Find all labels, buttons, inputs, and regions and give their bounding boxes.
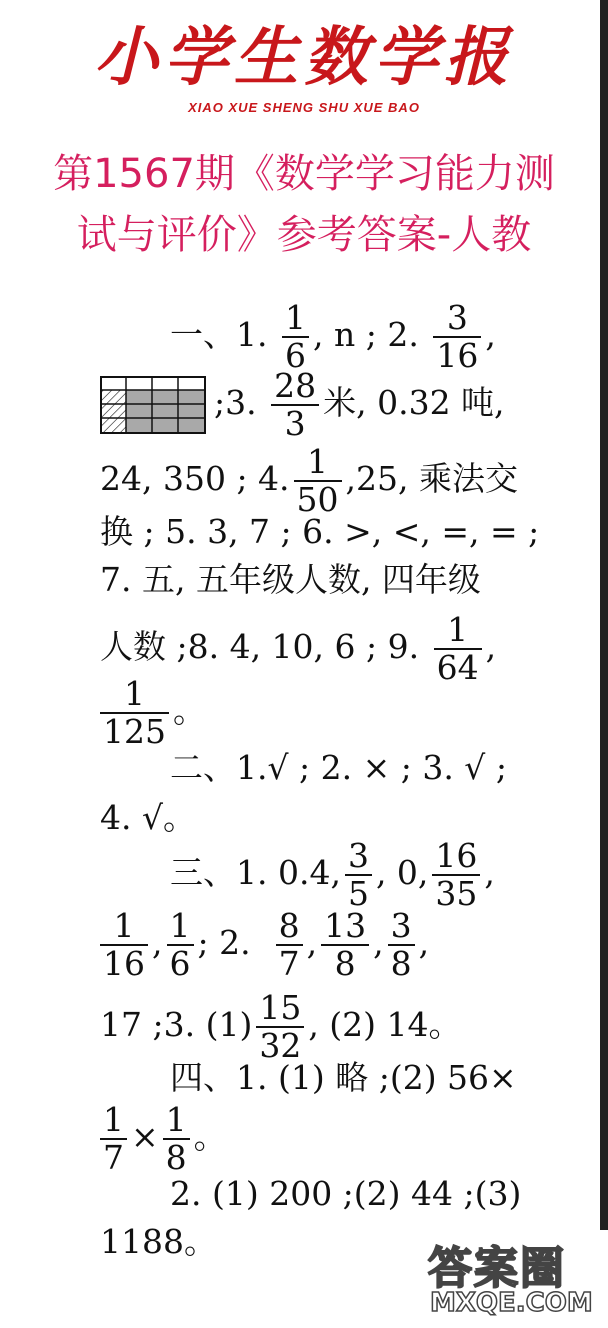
fraction <box>433 300 481 374</box>
answer-line-12 <box>100 990 462 1064</box>
text: , <box>485 627 497 666</box>
fraction <box>282 300 309 374</box>
page-title-line-2: 试与评价》参考答案-人教 <box>76 212 532 258</box>
text: , <box>484 853 495 892</box>
denominator: 6 <box>169 944 191 983</box>
answer-line-5: 7. 五, 五年级人数, 四年级 <box>100 560 481 599</box>
answer-line-4: 换 ; 5. 3, 7 ; 6. >, <, =, = ; <box>100 512 540 551</box>
fraction <box>434 612 482 686</box>
site-watermark <box>428 1232 608 1328</box>
numerator: 3 <box>388 908 415 946</box>
text: , n ; 2. <box>313 315 419 354</box>
numerator: 1 <box>294 444 342 482</box>
text: 。 <box>173 691 206 730</box>
denominator: 7 <box>103 1138 124 1177</box>
answer-line-6 <box>100 612 496 686</box>
text: 米, 0.32 吨, <box>323 383 505 422</box>
numerator: 8 <box>276 908 303 946</box>
numerator: 28 <box>271 368 319 406</box>
answer-line-16: 1188。 <box>100 1222 217 1261</box>
fraction <box>167 908 194 982</box>
newspaper-logo: 小学生数学报 <box>94 20 514 95</box>
text: , (2) 14。 <box>308 1005 462 1044</box>
numerator: 13 <box>321 908 369 946</box>
answer-line-3 <box>100 444 518 518</box>
answer-line-13: 四、1. (1) 略 ;(2) 56× <box>170 1058 517 1097</box>
numerator: 1 <box>100 1102 127 1140</box>
numerator: 3 <box>345 838 372 876</box>
text: 17 ;3. (1) <box>100 1005 253 1044</box>
fraction <box>345 838 372 912</box>
denominator: 64 <box>436 648 479 687</box>
fraction <box>271 368 319 442</box>
numerator: 1 <box>100 676 169 714</box>
fraction <box>321 908 369 982</box>
fraction <box>163 1102 190 1176</box>
text: 人数 ;8. 4, 10, 6 ; 9. <box>100 627 420 666</box>
fraction <box>276 908 303 982</box>
denominator: 50 <box>296 480 339 519</box>
fraction <box>100 676 169 750</box>
answer-line-10 <box>170 838 495 912</box>
denominator: 6 <box>285 336 306 375</box>
denominator: 16 <box>436 336 479 375</box>
text: ;3. <box>214 383 257 422</box>
denominator: 7 <box>278 944 300 983</box>
answer-line-1 <box>170 300 496 374</box>
watermark-title: 答案圈 <box>428 1243 566 1294</box>
numerator: 15 <box>256 990 304 1028</box>
answer-line-8: 二、1.√ ; 2. × ; 3. √ ; <box>170 748 507 787</box>
numerator: 1 <box>163 1102 190 1140</box>
denominator: 8 <box>334 944 356 983</box>
denominator: 32 <box>259 1026 302 1065</box>
answer-line-15: 2. (1) 200 ;(2) 44 ;(3) <box>170 1174 522 1213</box>
answer-line-14 <box>100 1102 227 1176</box>
denominator: 35 <box>435 874 478 913</box>
text: 一、1. <box>170 315 268 354</box>
denominator: 5 <box>347 874 369 913</box>
text: 。 <box>193 1117 227 1156</box>
denominator: 125 <box>103 712 166 751</box>
watermark-url: MXQE.COM <box>430 1288 593 1318</box>
text: 24, 350 ; 4. <box>100 459 290 498</box>
denominator: 16 <box>103 944 145 983</box>
shaded-grid-figure <box>100 376 206 434</box>
logo-pinyin: XIAO XUE SHENG SHU XUE BAO <box>188 100 420 115</box>
text: × <box>131 1117 159 1156</box>
text: , <box>373 923 384 962</box>
numerator: 16 <box>432 838 480 876</box>
text: , <box>152 923 163 962</box>
fraction <box>100 1102 127 1176</box>
page-title-line-1: 第1567期《数学学习能力测 <box>53 151 555 197</box>
answer-line-2 <box>100 368 505 442</box>
denominator: 8 <box>390 944 412 983</box>
answer-line-9: 4. √。 <box>100 798 197 837</box>
text: , <box>418 923 430 962</box>
text: ,25, 乘法交 <box>345 459 519 498</box>
text: ; 2. <box>197 923 251 962</box>
numerator: 1 <box>282 300 309 338</box>
fraction <box>432 838 480 912</box>
fraction <box>388 908 415 982</box>
fraction <box>100 908 148 982</box>
numerator: 1 <box>167 908 194 946</box>
fraction <box>294 444 342 518</box>
text: 三、1. 0.4, <box>170 853 341 892</box>
numerator: 1 <box>100 908 148 946</box>
text: , 0, <box>375 853 429 892</box>
answer-line-7 <box>100 676 206 750</box>
denominator: 3 <box>284 404 306 443</box>
text: , <box>306 923 318 962</box>
answer-line-11 <box>100 908 429 982</box>
fraction <box>256 990 304 1064</box>
denominator: 8 <box>165 1138 187 1177</box>
numerator: 3 <box>433 300 481 338</box>
numerator: 1 <box>434 612 482 650</box>
text: , <box>485 315 496 354</box>
